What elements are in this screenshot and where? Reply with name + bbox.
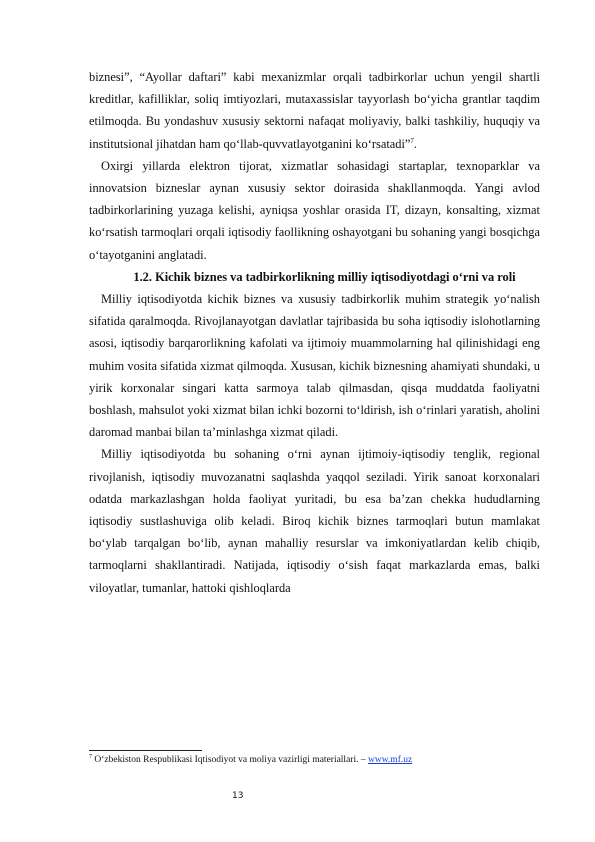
footnote	[89, 754, 549, 766]
footnote-divider	[89, 750, 202, 751]
footnote-text: O‘zbekiston Respublikasi Iqtisodiyot va moliya vazirligi materiallari. –	[92, 755, 368, 765]
body-text	[89, 66, 540, 599]
paragraph-1-text: biznesi”, “Ayollar daftari” kabi mexanizmlar orqali tadbirkorlar uchun yengil shartli kreditlar, kafilliklar, soliq imtiyozlari, mutaxassislar tayyorlash bo‘yicha grantlar taqdim etilmoqda. Bu yondashuv xususiy sektorni nafaqat moliyaviy, balki tashkiliy, huquqiy va institutsional jihatdan ham qo‘llab-quvvatlayotganini ko‘rsatadi”	[89, 70, 540, 151]
paragraph-4: Milliy iqtisodiyotda bu sohaning o‘rni aynan ijtimoiy-iqtisodiy tenglik, regional rivojlanish, iqtisodiy muvozanatni saqlashda yaqqol seziladi. Yirik sanoat korxonalari odatda markazlashgan holda faoliyat yuritadi, bu esa ba’zan chekka hududlarning iqtisodiy sustlashuviga olib keladi. Biroq kichik biznes tarmoqlari butun mamlakat bo‘ylab tarqalgan bo‘lib, aynan mahalliy resurslar va imkoniyatlardan kelib chiqib, tarmoqlarni shakllantiradi. Natijada, iqtisodiy o‘sish faqat markazlarda emas, balki viloyatlar, tumanlar, hattoki qishloqlarda	[89, 447, 540, 595]
paragraph-1-end: .	[413, 136, 418, 151]
section-heading: 1.2. Kichik biznes va tadbirkorlikning milliy iqtisodiyotdagi o‘rni va roli	[133, 269, 516, 284]
paragraph-1	[89, 66, 540, 155]
footnote-link[interactable]: www.mf.uz	[367, 755, 413, 765]
footnote-ref[interactable]: 7	[410, 136, 414, 145]
page-number: 13	[232, 791, 244, 801]
paragraph-3: Milliy iqtisodiyotda kichik biznes va xususiy tadbirkorlik muhim strategik yo‘nalish sifatida qaralmoqda. Rivojlanayotgan davlatlar tajribasida bu soha iqtisodiy islohotlarning asosi, iqtisodiy barqarorlikning kafolati va ijtimoiy muammolarning hal qilinishidagi eng muhim vosita sifatida xizmat qilmoqda. Xususan, kichik biznesning ahamiyati shundaki, u yirik korxonalar singari katta sarmoya talab qilmasdan, qisqa muddatda faoliyatni boshlash, mahsulot yoki xizmat bilan ichki bozorni to‘ldirish, ish o‘rinlari yaratish, aholini daromad manbai bilan ta’minlashga xizmat qiladi.	[89, 292, 540, 440]
footnote-number: 7	[89, 753, 92, 760]
paragraph-2: Oxirgi yillarda elektron tijorat, xizmatlar sohasidagi startaplar, texnoparklar va innovatsion bizneslar aynan xususiy sektor doirasida shakllanmoqda. Yangi avlod tadbirkorlarining yuzaga kelishi, ayniqsa yoshlar orasida IT, dizayn, konsalting, xizmat ko‘rsatish tarmoqlari orqali iqtisodiy faollikning oshayotgani bu sohaning yangi bosqichga o‘tayotganini anglatadi.	[89, 158, 540, 262]
